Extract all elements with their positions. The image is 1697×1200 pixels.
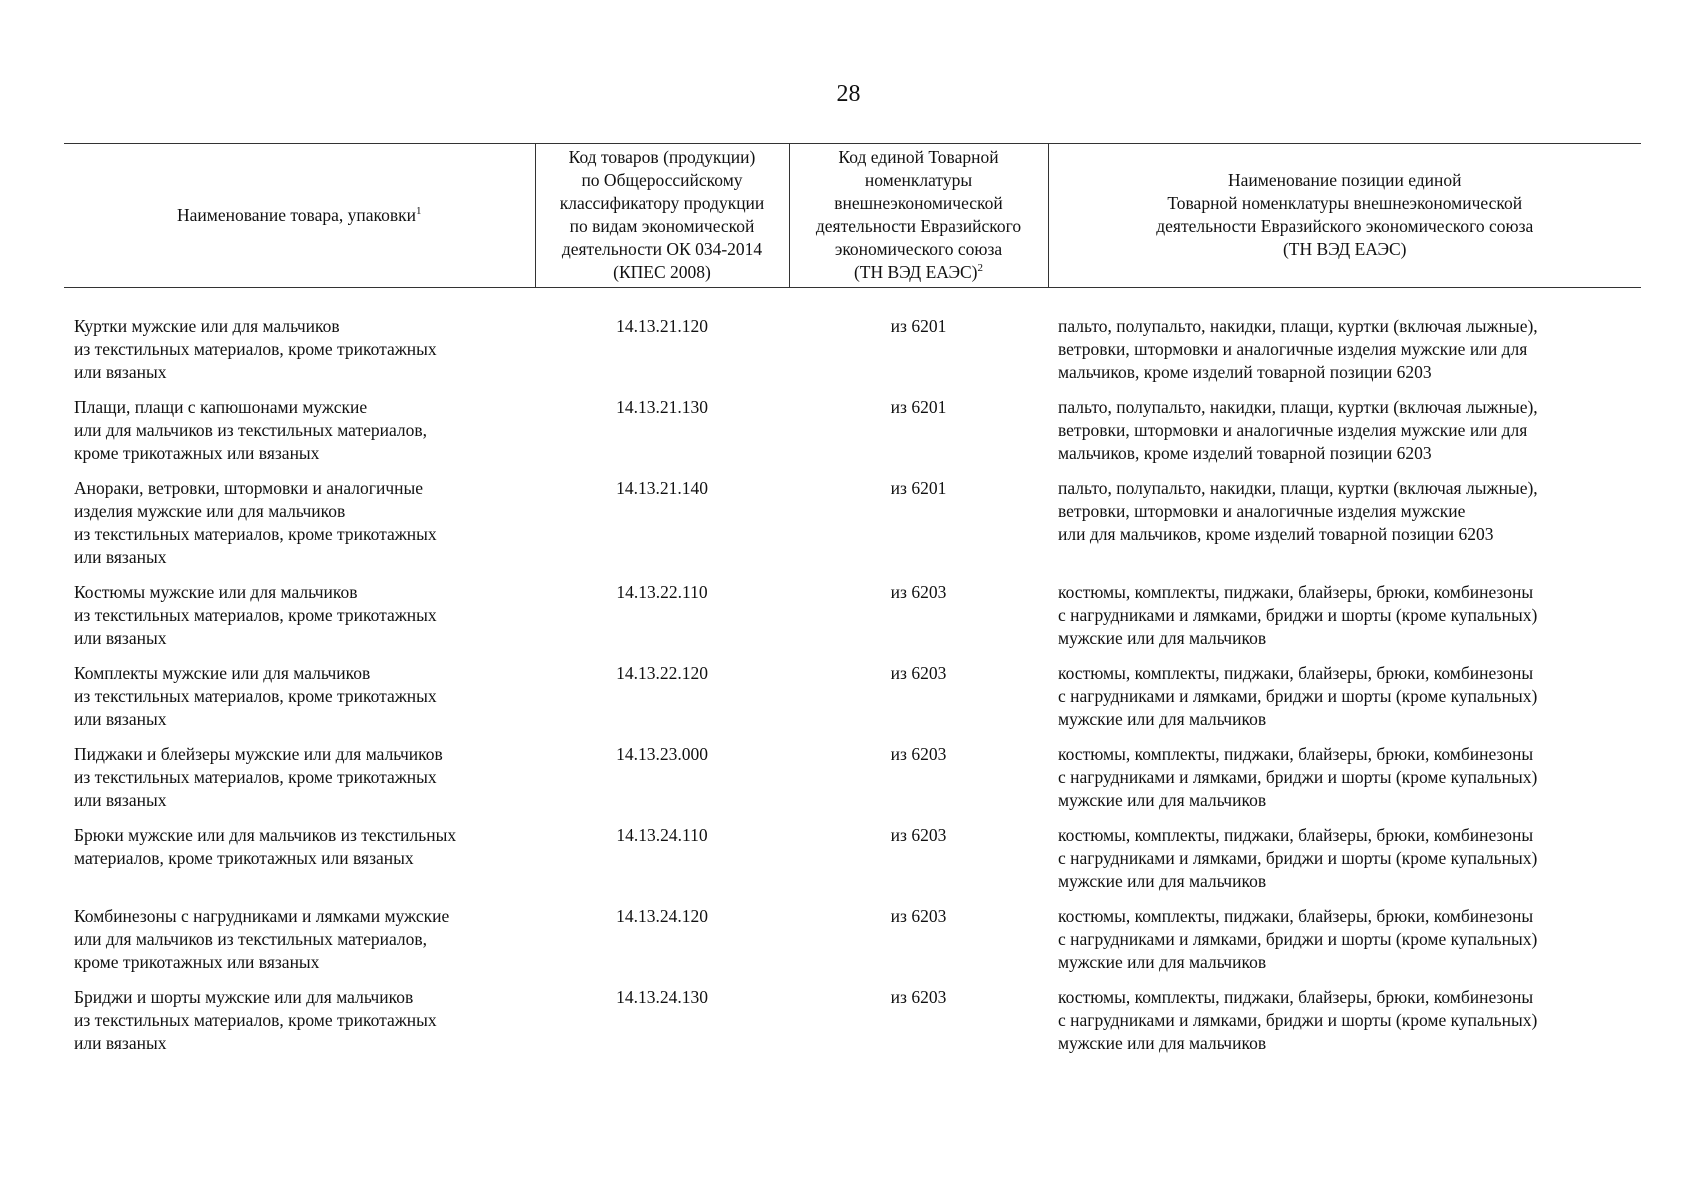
footnote-marker-2: 2 xyxy=(977,262,984,275)
goods-name-line: Комплекты мужские или для мальчиков xyxy=(74,663,371,683)
goods-name-line: Пиджаки и блейзеры мужские или для мальчиков xyxy=(74,744,443,764)
okpd-code-cell: 14.13.21.140 xyxy=(616,478,708,498)
header-tnved-line xyxy=(796,261,1042,284)
header-tnved-line xyxy=(796,192,1042,215)
tnved-code-cell: из 6201 xyxy=(890,397,947,417)
header-tnved-description xyxy=(1048,144,1641,288)
header-tnved-line xyxy=(796,169,1042,192)
tnved-description-line: костюмы, комплекты, пиджаки, блайзеры, брюки, комбинезоны xyxy=(1058,825,1534,845)
header-goods-name xyxy=(64,144,535,288)
tnved-description-line: пальто, полупальто, накидки, плащи, куртки (включая лыжные), xyxy=(1058,397,1538,417)
tnved-description-line: с нагрудниками и лямками, бриджи и шорты (кроме купальных) xyxy=(1058,605,1538,625)
okpd-code-cell: 14.13.24.130 xyxy=(616,987,708,1007)
table-row xyxy=(64,477,1641,581)
goods-name-line: или вязаных xyxy=(74,1033,167,1053)
tnved-description-line: мальчиков, кроме изделий товарной позиции 6203 xyxy=(1058,443,1432,463)
tnved-code-cell: из 6203 xyxy=(890,906,947,926)
tnved-code-cell: из 6203 xyxy=(890,582,947,602)
tnved-description-line: пальто, полупальто, накидки, плащи, куртки (включая лыжные), xyxy=(1058,316,1538,336)
tnved-description-line: с нагрудниками и лямками, бриджи и шорты (кроме купальных) xyxy=(1058,767,1538,787)
tnved-description-cell xyxy=(1048,396,1641,477)
tnved-description-line: костюмы, комплекты, пиджаки, блайзеры, брюки, комбинезоны xyxy=(1058,906,1534,926)
tnved-description-cell xyxy=(1048,986,1641,1067)
goods-name-line: кроме трикотажных или вязаных xyxy=(74,952,320,972)
okpd-code-cell: 14.13.24.120 xyxy=(616,906,708,926)
header-description-line: Товарной номенклатуры внешнеэкономической xyxy=(1167,193,1523,213)
header-okpd-line: классификатору продукции xyxy=(559,193,765,213)
tnved-code-cell: из 6203 xyxy=(890,825,947,845)
tnved-description-line: костюмы, комплекты, пиджаки, блайзеры, брюки, комбинезоны xyxy=(1058,987,1534,1007)
goods-name-line: или вязаных xyxy=(74,790,167,810)
page-number: 28 xyxy=(836,81,861,107)
tnved-description-line: костюмы, комплекты, пиджаки, блайзеры, брюки, комбинезоны xyxy=(1058,663,1534,683)
goods-name-line: кроме трикотажных или вязаных xyxy=(74,443,320,463)
goods-name-line: материалов, кроме трикотажных или вязаных xyxy=(74,848,414,868)
tnved-description-line: с нагрудниками и лямками, бриджи и шорты (кроме купальных) xyxy=(1058,929,1538,949)
header-tnved-line xyxy=(796,215,1042,238)
header-okpd-line: (КПЕС 2008) xyxy=(613,262,711,282)
goods-name-line: из текстильных материалов, кроме трикотажных xyxy=(74,605,437,625)
header-okpd-line: Код товаров (продукции) xyxy=(568,147,756,167)
goods-name-cell xyxy=(64,581,535,662)
goods-name-line: из текстильных материалов, кроме трикотажных xyxy=(74,339,437,359)
header-description-line: (ТН ВЭД ЕАЭС) xyxy=(1282,239,1407,259)
header-tnved-code xyxy=(789,144,1048,288)
table-row xyxy=(64,905,1641,986)
goods-name-cell xyxy=(64,986,535,1067)
tnved-description-line: мужские или для мальчиков xyxy=(1058,1033,1267,1053)
header-tnved-line-text: внешнеэкономической xyxy=(834,193,1003,213)
table-row xyxy=(64,581,1641,662)
goods-name-cell xyxy=(64,396,535,477)
tnved-code-cell: из 6203 xyxy=(890,987,947,1007)
goods-name-cell xyxy=(64,288,535,397)
header-okpd-line: по Общероссийскому xyxy=(581,170,743,190)
tnved-description-cell xyxy=(1048,905,1641,986)
tnved-description-line: мужские или для мальчиков xyxy=(1058,790,1267,810)
tnved-code-cell: из 6201 xyxy=(890,478,947,498)
header-description-line: Наименование позиции единой xyxy=(1227,170,1462,190)
header-tnved-line xyxy=(796,238,1042,261)
tnved-description-cell xyxy=(1048,288,1641,397)
tnved-description-cell xyxy=(1048,824,1641,905)
header-okpd-line: по видам экономической xyxy=(569,216,755,236)
footnote-marker-1: 1 xyxy=(416,204,422,217)
table-row xyxy=(64,743,1641,824)
tnved-description-line: мужские или для мальчиков xyxy=(1058,709,1267,729)
tnved-description-cell xyxy=(1048,477,1641,581)
tnved-description-cell xyxy=(1048,743,1641,824)
tnved-description-line: мужские или для мальчиков xyxy=(1058,871,1267,891)
goods-name-line: Брюки мужские или для мальчиков из текстильных xyxy=(74,825,457,845)
goods-name-cell xyxy=(64,662,535,743)
table-row xyxy=(64,824,1641,905)
tnved-description-line: костюмы, комплекты, пиджаки, блайзеры, брюки, комбинезоны xyxy=(1058,582,1534,602)
goods-name-line: или вязаных xyxy=(74,709,167,729)
okpd-code-cell: 14.13.24.110 xyxy=(616,825,708,845)
header-tnved-line xyxy=(796,146,1042,169)
header-tnved-line-text: (ТН ВЭД ЕАЭС) xyxy=(853,262,978,282)
okpd-code-cell: 14.13.22.110 xyxy=(616,582,708,602)
okpd-code-cell: 14.13.22.120 xyxy=(616,663,708,683)
table-row xyxy=(64,288,1641,397)
goods-name-line: Плащи, плащи с капюшонами мужские xyxy=(74,397,368,417)
tnved-description-line: ветровки, штормовки и аналогичные изделия мужские или для xyxy=(1058,339,1528,359)
table-row xyxy=(64,396,1641,477)
table-header-row xyxy=(64,144,1641,288)
header-tnved-line-text: Код единой Товарной xyxy=(838,147,999,167)
okpd-code-cell: 14.13.23.000 xyxy=(616,744,708,764)
goods-name-line: из текстильных материалов, кроме трикотажных xyxy=(74,767,437,787)
tnved-description-line: ветровки, штормовки и аналогичные изделия мужские или для xyxy=(1058,420,1528,440)
header-okpd-code xyxy=(535,144,789,288)
header-tnved-line-text: деятельности Евразийского xyxy=(815,216,1022,236)
okpd-code-cell: 14.13.21.120 xyxy=(616,316,708,336)
tnved-description-line: костюмы, комплекты, пиджаки, блайзеры, брюки, комбинезоны xyxy=(1058,744,1534,764)
goods-name-line: или вязаных xyxy=(74,362,167,382)
header-goods-name-text: Наименование товара, упаковки xyxy=(176,204,416,225)
header-okpd-line: деятельности ОК 034-2014 xyxy=(561,239,763,259)
goods-name-line: Костюмы мужские или для мальчиков xyxy=(74,582,358,602)
goods-name-line: или вязаных xyxy=(74,547,167,567)
tnved-code-cell: из 6201 xyxy=(890,316,947,336)
table-body xyxy=(64,288,1641,1068)
goods-name-line: или для мальчиков из текстильных материалов, xyxy=(74,420,428,440)
goods-name-cell xyxy=(64,905,535,986)
tnved-description-line: мужские или для мальчиков xyxy=(1058,952,1267,972)
goods-name-cell xyxy=(64,477,535,581)
tnved-description-line: ветровки, штормовки и аналогичные изделия мужские xyxy=(1058,501,1466,521)
tnved-code-cell: из 6203 xyxy=(890,744,947,764)
table-row xyxy=(64,986,1641,1067)
tnved-code-cell: из 6203 xyxy=(890,663,947,683)
tnved-description-line: с нагрудниками и лямками, бриджи и шорты (кроме купальных) xyxy=(1058,848,1538,868)
tnved-description-line: с нагрудниками и лямками, бриджи и шорты (кроме купальных) xyxy=(1058,686,1538,706)
goods-table xyxy=(64,143,1641,1067)
header-tnved-line-text: номенклатуры xyxy=(864,170,973,190)
tnved-description-line: пальто, полупальто, накидки, плащи, куртки (включая лыжные), xyxy=(1058,478,1538,498)
goods-name-line: из текстильных материалов, кроме трикотажных xyxy=(74,686,437,706)
goods-name-line: или для мальчиков из текстильных материалов, xyxy=(74,929,428,949)
goods-name-line: Куртки мужские или для мальчиков xyxy=(74,316,340,336)
tnved-description-line: мальчиков, кроме изделий товарной позиции 6203 xyxy=(1058,362,1432,382)
table-row xyxy=(64,662,1641,743)
goods-name-cell xyxy=(64,743,535,824)
goods-name-line: из текстильных материалов, кроме трикотажных xyxy=(74,524,437,544)
tnved-description-line: мужские или для мальчиков xyxy=(1058,628,1267,648)
tnved-description-cell xyxy=(1048,662,1641,743)
header-description-line: деятельности Евразийского экономического союза xyxy=(1156,216,1534,236)
goods-name-line: из текстильных материалов, кроме трикотажных xyxy=(74,1010,437,1030)
goods-name-line: Бриджи и шорты мужские или для мальчиков xyxy=(74,987,414,1007)
tnved-description-line: или для мальчиков, кроме изделий товарной позиции 6203 xyxy=(1058,524,1494,544)
goods-name-line: Анораки, ветровки, штормовки и аналогичные xyxy=(74,478,424,498)
header-tnved-line-text: экономического союза xyxy=(834,239,1003,259)
goods-name-line: Комбинезоны с нагрудниками и лямками мужские xyxy=(74,906,450,926)
tnved-description-cell xyxy=(1048,581,1641,662)
tnved-description-line: с нагрудниками и лямками, бриджи и шорты (кроме купальных) xyxy=(1058,1010,1538,1030)
goods-name-line: изделия мужские или для мальчиков xyxy=(74,501,346,521)
goods-name-line: или вязаных xyxy=(74,628,167,648)
goods-name-cell xyxy=(64,824,535,905)
okpd-code-cell: 14.13.21.130 xyxy=(616,397,708,417)
